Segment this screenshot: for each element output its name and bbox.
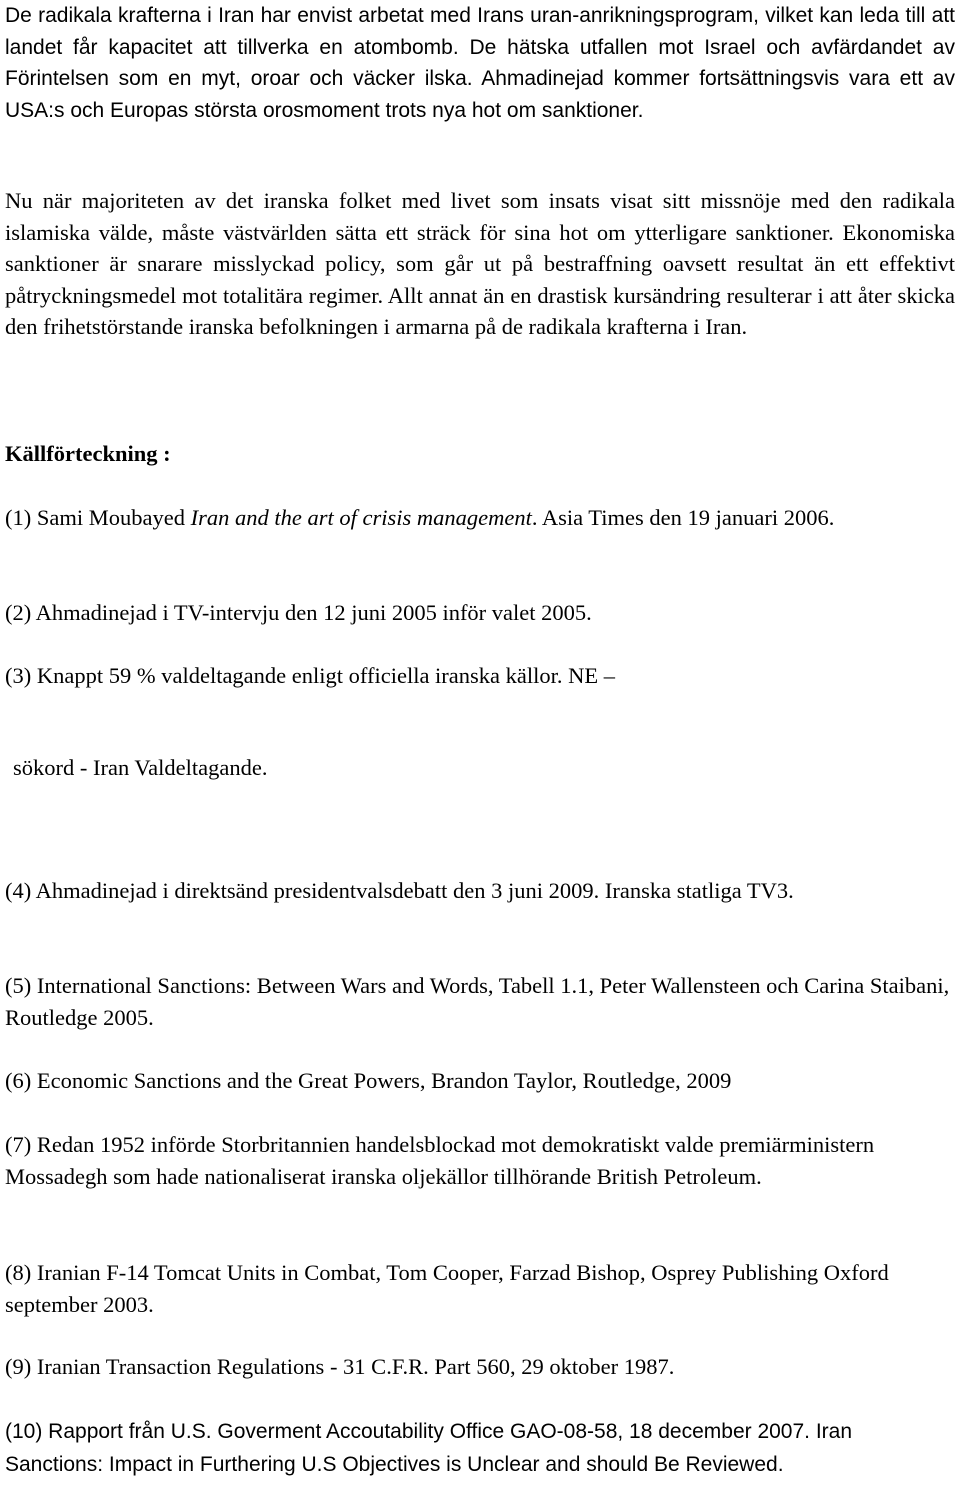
references-heading: Källförteckning : — [5, 441, 171, 466]
reference-1-title: Iran and the art of crisis management — [190, 505, 532, 530]
reference-3-continuation: sökord - Iran Valdeltagande. — [13, 755, 268, 780]
reference-1-source: . Asia Times den 19 januari 2006. — [531, 505, 835, 530]
paragraph-sanctions: Nu när majoriteten av det iranska folket med livet som insats visat sitt missnöje med den radikala islamiska välde, måste västvärlden sätta ett sträck för sina hot om ytterligare sanktioner. Ekonomiska sanktioner är snarare misslyckad policy, som går ut på bestraffning oavsett resultat än ett effektivt påtryckningsmedel mot totalitära regimer. Allt annat än en drastisk kursändring resulterar i att åter skicka den frihetstörstande iranska befolkningen i armarna på de radikala krafterna i Iran. — [5, 188, 955, 339]
reference-10-text: (10) Rapport från U.S. Goverment Accoutability Office GAO-08-58, 18 december 2007. Iran Sanctions: Impact in Furthering U.S Objectives is Unclear and should Be Reviewed. — [5, 1420, 853, 1476]
reference-5: (5) International Sanctions: Between Wars and Words, Tabell 1.1, Peter Wallensteen och Carina Staibani, Routledge 2005. — [5, 973, 950, 1030]
reference-7: (7) Redan 1952 införde Storbritannien handelsblockad mot demokratiskt valde premiärministern Mossadegh som hade nationaliserat iranska oljekällor tillhörande British Petroleum. — [5, 1132, 875, 1189]
reference-4: (4) Ahmadinejad i direktsänd presidentvalsdebatt den 3 juni 2009. Iranska statliga TV3. — [5, 878, 794, 903]
reference-1-author: (1) Sami Moubayed — [5, 505, 191, 530]
reference-3: (3) Knappt 59 % valdeltagande enligt officiella iranska källor. NE – — [5, 663, 616, 688]
paragraph-radical-forces: De radikala krafterna i Iran har envist arbetat med Irans uran-anrikningsprogram, vilket kan leda till att landet får kapacitet att tillverka en atombomb. De hätska utfallen mot Israel och avfärdandet av Förintelsen som en myt, oroar och väcker ilska. Ahmadinejad kommer fortsättningsvis vara ett av USA:s och Europas största orosmoment trots nya hot om sanktioner. — [5, 4, 955, 122]
reference-9: (9) Iranian Transaction Regulations - 31 C.F.R. Part 560, 29 oktober 1987. — [5, 1354, 675, 1379]
reference-2: (2) Ahmadinejad i TV-intervju den 12 juni 2005 inför valet 2005. — [5, 600, 592, 625]
reference-10 — [5, 1415, 955, 1480]
reference-8: (8) Iranian F-14 Tomcat Units in Combat, Tom Cooper, Farzad Bishop, Osprey Publishing Oxford september 2003. — [5, 1260, 889, 1317]
reference-6: (6) Economic Sanctions and the Great Powers, Brandon Taylor, Routledge, 2009 — [5, 1068, 732, 1093]
reference-1 — [5, 502, 955, 534]
